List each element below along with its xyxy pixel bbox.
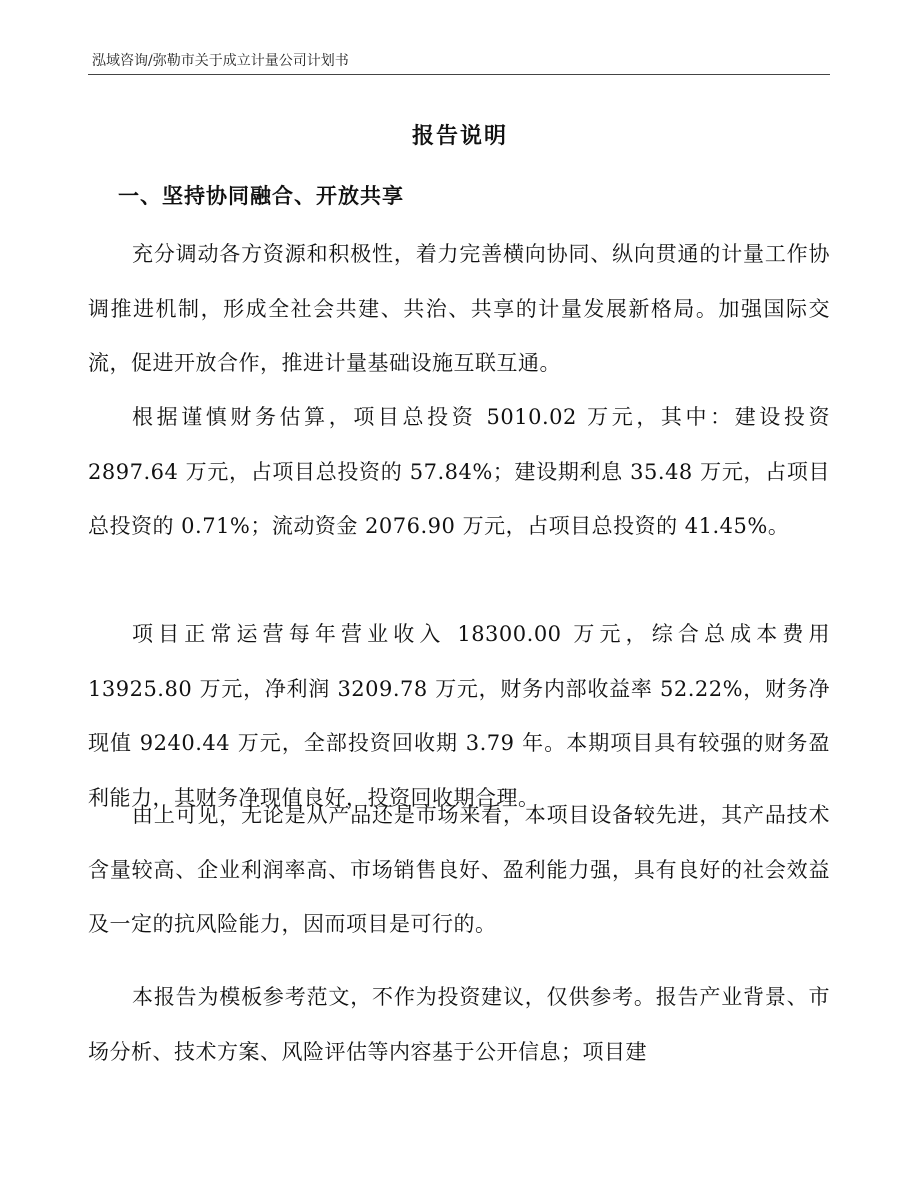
header-divider [88,74,830,75]
paragraph-disclaimer: 本报告为模板参考范文，不作为投资建议，仅供参考。报告产业背景、市场分析、技术方案、风险评估等内容基于公开信息；项目建 [88,985,830,1064]
paragraph-feasibility: 由上可见，无论是从产品还是市场来看，本项目设备较先进，其产品技术含量较高、企业利润率高、市场销售良好、盈利能力强，具有良好的社会效益及一定的抗风险能力，因而项目是可行的。 [88,803,830,936]
paragraph-investment-estimate: 根据谨慎财务估算，项目总投资 5010.02 万元，其中：建设投资 2897.64 万元，占项目总投资的 57.84%；建设期利息 35.48 万元，占项目总投资的 0.71%；流动资金 2076.90 万元，占项目总投资的 41.45%。 [88,405,830,538]
paragraph-financial-returns: 项目正常运营每年营业收入 18300.00 万元，综合总成本费用 13925.80 万元，净利润 3209.78 万元，财务内部收益率 52.22%，财务净现值 9240.44 万元，全部投资回收期 3.79 年。本期项目具有较强的财务盈利能力，其财务净现值良好，投资回收期合理。 [88,622,830,810]
running-header: 泓域咨询/弥勒市关于成立计量公司计划书 [92,53,349,69]
section-heading: 一、坚持协同融合、开放共享 [118,183,404,208]
page-title: 报告说明 [411,123,508,149]
paragraph-collaboration: 充分调动各方资源和积极性，着力完善横向协同、纵向贯通的计量工作协调推进机制，形成全社会共建、共治、共享的计量发展新格局。加强国际交流，促进开放合作，推进计量基础设施互联互通。 [88,242,830,375]
